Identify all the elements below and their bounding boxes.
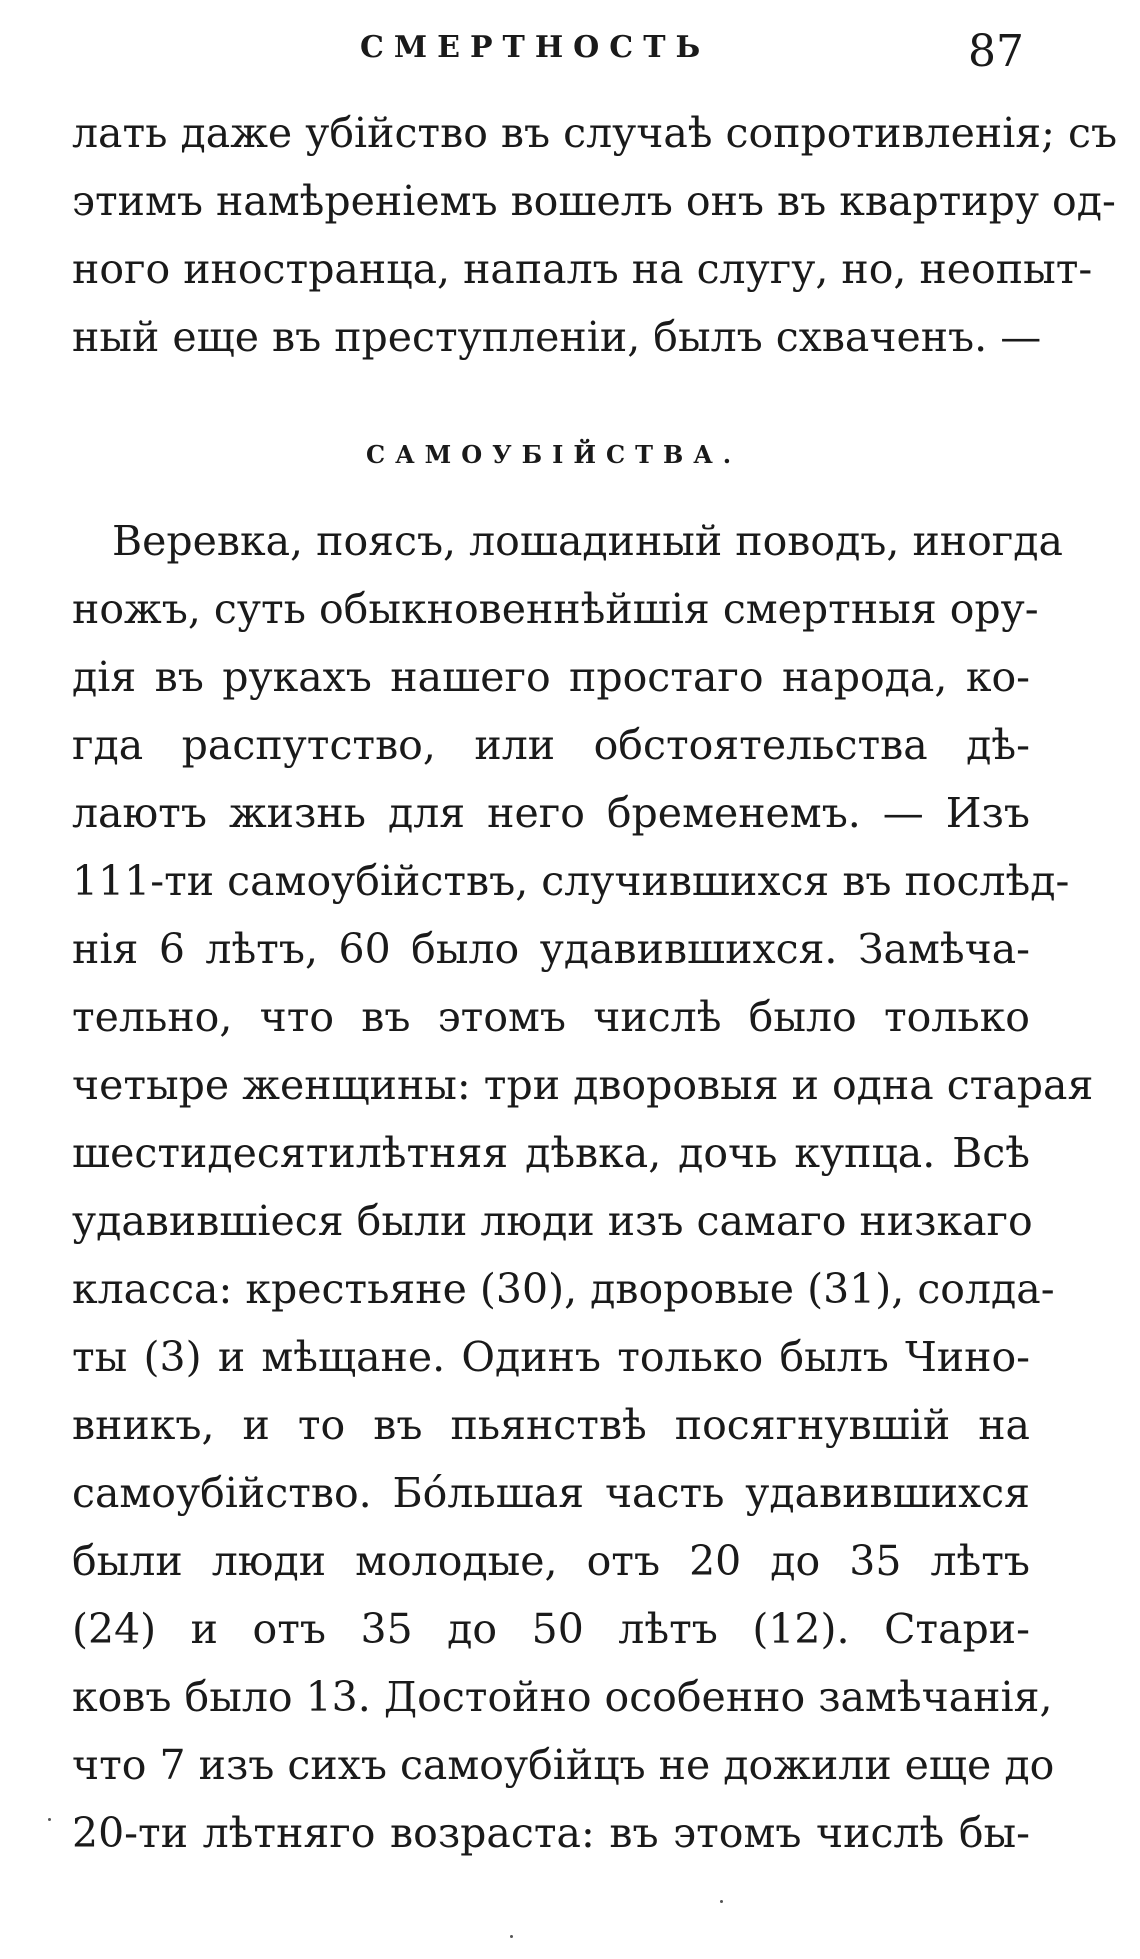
text-line: удавившіеся были люди изъ самаго низкаго xyxy=(72,1197,1033,1245)
text-line: (24) и отъ 35 до 50 лѣтъ (12). Стари- xyxy=(72,1605,1030,1653)
running-head: СМЕРТНОСТЬ xyxy=(360,30,711,65)
text-line: ковъ было 13. Достойно особенно замѣчанія, xyxy=(72,1673,1053,1721)
text-line: ты (3) и мѣщане. Одинъ только былъ Чино- xyxy=(72,1333,1030,1381)
text-line: этимъ намѣреніемъ вошелъ онъ въ квартиру од- xyxy=(72,177,1116,225)
text-line: самоубійство. Бóльшая часть удавившихся xyxy=(72,1469,1030,1517)
text-line: дія въ рукахъ нашего простаго народа, ко- xyxy=(72,653,1030,701)
text-line: нія 6 лѣтъ, 60 было удавившихся. Замѣча- xyxy=(72,925,1030,973)
text-line: шестидесятилѣтняя дѣвка, дочь купца. Всѣ xyxy=(72,1129,1030,1177)
text-line: ного иностранца, напалъ на слугу, но, неопыт- xyxy=(72,245,1093,293)
text-line: ный еще въ преступленіи, былъ схваченъ. — xyxy=(72,313,1042,361)
text-line: 111-ти самоубійствъ, случившихся въ послѣд- xyxy=(72,857,1070,905)
section-heading: САМОУБІЙСТВА. xyxy=(366,440,742,469)
text-line: класса: крестьяне (30), дворовые (31), солда- xyxy=(72,1265,1055,1313)
text-line: четыре женщины: три дворовыя и одна старая xyxy=(72,1061,1094,1109)
text-line: гда распутство, или обстоятельства дѣ- xyxy=(72,721,1030,769)
ink-speck xyxy=(48,1818,51,1821)
ink-speck xyxy=(510,1935,513,1938)
text-line: что 7 изъ сихъ самоубійцъ не дожили еще до xyxy=(72,1741,1055,1789)
text-line: ножъ, суть обыкновеннѣйшія смертныя ору- xyxy=(72,585,1039,633)
text-line: вникъ, и то въ пьянствѣ посягнувшій на xyxy=(72,1401,1030,1449)
ink-speck xyxy=(720,1900,723,1903)
page-number: 87 xyxy=(968,26,1024,77)
text-line: Веревка, поясъ, лошадиный поводъ, иногда xyxy=(112,517,1063,565)
text-line: лаютъ жизнь для него бременемъ. — Изъ xyxy=(72,789,1030,837)
text-line: тельно, что въ этомъ числѣ было только xyxy=(72,993,1030,1041)
text-line: 20-ти лѣтняго возраста: въ этомъ числѣ бы- xyxy=(72,1809,1030,1857)
text-line: были люди молодые, отъ 20 до 35 лѣтъ xyxy=(72,1537,1030,1585)
text-line: лать даже убійство въ случаѣ сопротивленія; съ xyxy=(72,109,1118,157)
